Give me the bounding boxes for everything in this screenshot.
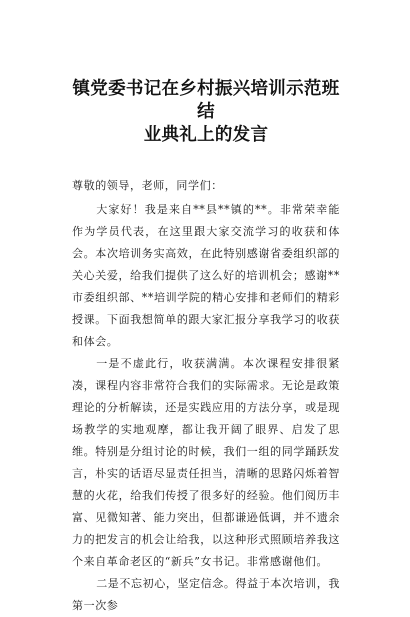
title-line-2: 业典礼上的发言 [143, 125, 269, 145]
paragraph-original-aspiration: 二是不忘初心，坚定信念。得益于本次培训，我第一次参 [72, 577, 340, 612]
document-body [72, 175, 340, 617]
paragraph-greeting: 大家好！我是来自**县**镇的**。非常荣幸能作为学员代表，在这里跟大家交流学习的收获和体会。本次培训务实高效，在此特别感谢省委组织部的关心关爱，给我们提供了这么好的培训机会；感谢**市委组织部、**培训学院的精心安排和老师们的精彩授课。下面我想简单的跟大家汇报分享我学习的收获和体会。 [72, 203, 340, 348]
document-title [72, 78, 340, 147]
salutation: 尊敬的领导，老师，同学们： [72, 179, 223, 192]
title-line-1: 镇党委书记在乡村振兴培训示范班结 [72, 79, 340, 122]
paragraph-harvest: 一是不虚此行，收获满满。本次课程安排很紧凑，课程内容非常符合我们的实际需求。无论是政策理论的分析解读，还是实践应用的方法分享，或是现场教学的实地观摩，都让我开阔了眼界、启发了思维。特别是分组讨论的时候，我们一组的同学踊跃发言，朴实的话语尽显责任担当，清晰的思路闪烁着智慧的火花，给我们传授了很多好的经验。他们阅历丰富、见微知著、能力突出，但都谦逊低调，并不遗余力的把发言的机会让给我，以这种形式照顾培养我这个来自革命老区的“新兵”女书记。非常感谢他们。 [72, 357, 340, 568]
